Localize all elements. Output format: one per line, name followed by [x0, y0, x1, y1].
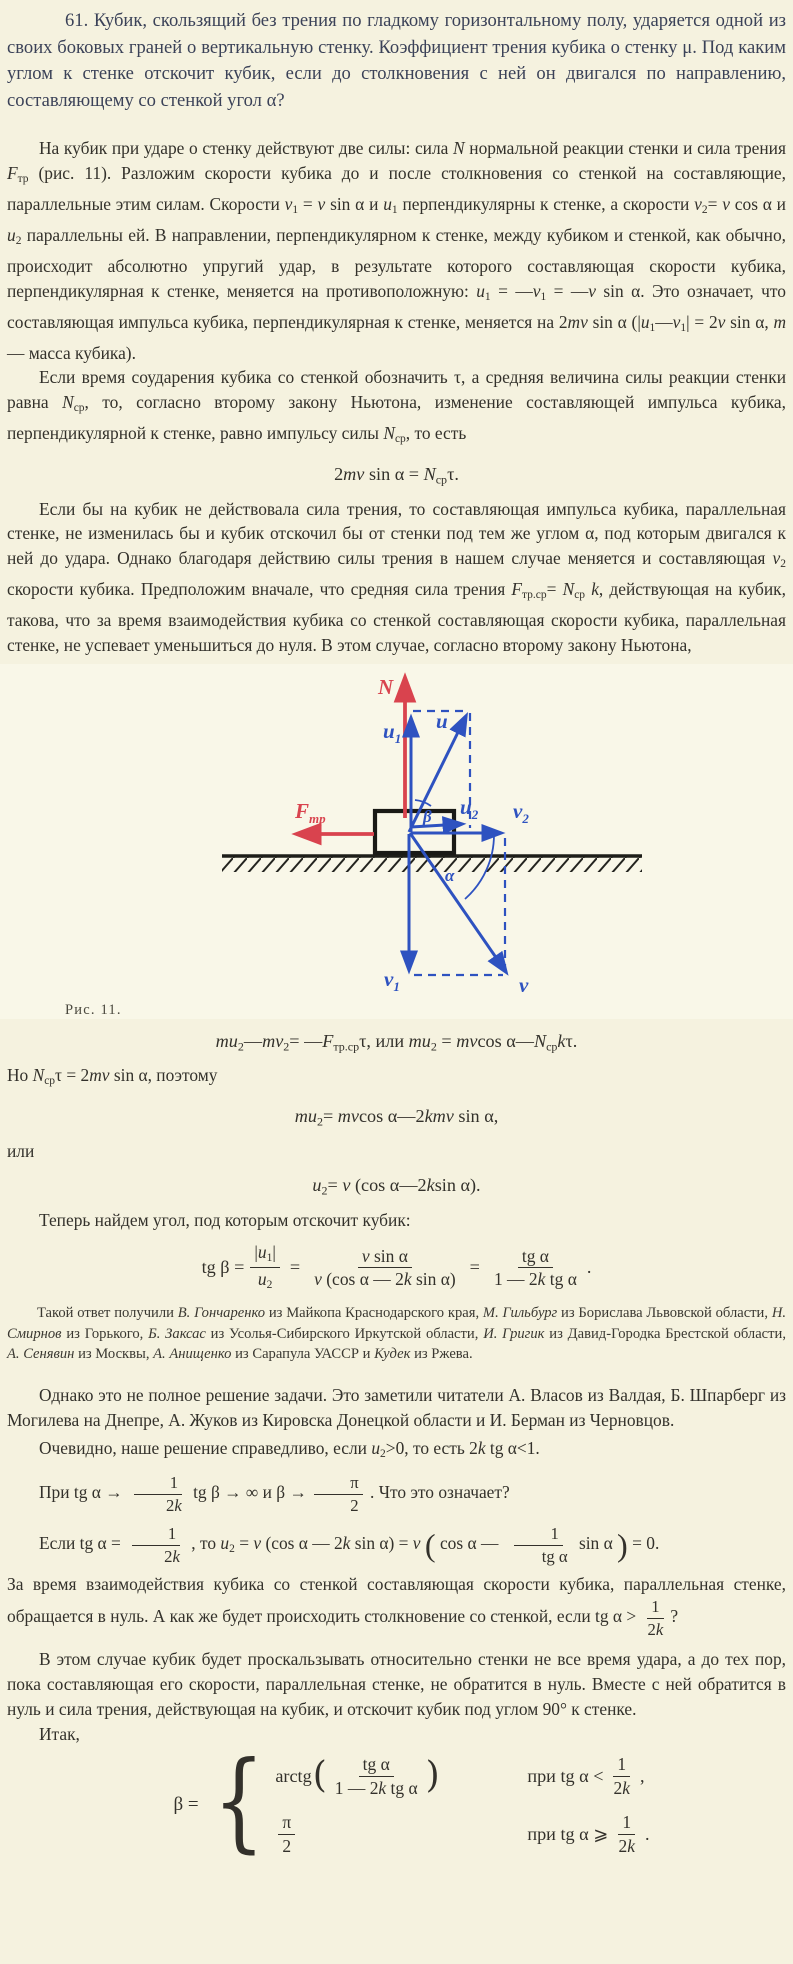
answer-cases: [275, 1754, 649, 1856]
label-v1: $v_1$: [384, 966, 400, 994]
fraction-tga: $\frac{\text{tg α}}{\text{1 — 2k tg α}}$: [493, 1245, 577, 1290]
construction-lines: [413, 708, 505, 975]
beta-lhs: β =: [173, 1794, 199, 1816]
display-formula-impulse: 2mv sin α = Nсрτ.: [334, 464, 459, 487]
label-u1: $u_1$: [383, 718, 402, 746]
vector-u-arrow: [409, 716, 466, 832]
label-v: v: [519, 972, 529, 997]
paragraph-zero-case: Если tg α = $\frac{1}{2k}$ , то u2 = v (cos α — 2k sin α) = v ( cos α — $\frac{1}{\text{tg α}}$ sin α ) = 0.: [39, 1523, 660, 1566]
paragraph-limit: При tg α → $\frac{1}{2k}$ tg β → ∞ и β → $\frac{\pi}{2}$ . Что это означает?: [39, 1473, 510, 1516]
formula-period: .: [586, 1257, 592, 1278]
solution-paragraph-newton: Если время соударения кубика со стенкой обозначить τ, а средняя величина силы реакции стенки равна Nср, то, согласно второму закону Ньютона, изменение составляющей импульса кубика, перпендикулярной к стенке, равно импульсу силы Nср, то есть: [7, 367, 786, 446]
paragraph-validity-condition: Очевидно, наше решение справедливо, если u2>0, то есть 2k tg α<1.: [39, 1438, 540, 1461]
text-but-substitute: Но Nсрτ = 2mv sin α, поэтому: [7, 1065, 218, 1088]
display-formula-tgbeta: [7, 1242, 786, 1293]
fraction-u1-u2: $\frac{|u1|}{u2}$: [250, 1242, 280, 1293]
final-answer-system: [7, 1738, 786, 1864]
fraction-1-2k: $\frac{1}{2k}$: [613, 1754, 630, 1798]
label-alpha-angle: α: [445, 865, 455, 885]
system-brace: {: [212, 1738, 265, 1864]
case-row-arctg: arctg ( $\frac{\text{tg α}}{\text{1 — 2k tg α}}$ ) при tg α < $\frac{1}{2k}$ ,: [275, 1754, 645, 1798]
fraction-tga-over: $\frac{\text{tg α}}{\text{1 — 2k tg α}}$: [334, 1754, 418, 1798]
figure-caption: Рис. 11.: [65, 1001, 122, 1018]
solution-paragraph-forces: На кубик при ударе о стенку действуют две силы: сила N нормальной реакции стенки и сила трения Fтр (рис. 11). Разложим скорости кубика до и после столкновения со стенкой на составляющие, параллельные этим силам. Скорости v1 = v sin α и u1 перпендикулярны к стенке, а скорости v2= v cos α и u2 параллельны ей. В направлении, перпендикулярном к стенке, между кубиком и стенкой, как обычно, происходит абсолютно упругий удар, в результате которого составляющая скорости кубика, перпендикулярная к стенке, меняется на противоположную: u1 = —v1 = —v sin α. Это означает, что составляющая импульса кубика, перпендикулярная к стенке, меняется на 2mv sin α (|u1—v1| = 2v sin α, m — масса кубика).: [7, 138, 787, 363]
readers-credit-paragraph: Такой ответ получили В. Гончаренко из Майкопа Краснодарского края, М. Гильбург из Борислава Львовской области, Н. Смирнов из Горького, Б. Заксас из Усолья-Сибирского Иркутской области, И. Григик из Давид-Городка Брестской области, А. Сенявин из Москвы, А. Анищенко из Сарапула УАССР и Кудек из Ржева.: [7, 1305, 787, 1363]
figure-panel: [0, 664, 793, 1019]
label-u2: $u_2$: [460, 794, 479, 822]
label-v2: $v_2$: [513, 798, 529, 826]
problem-statement: 61. Кубик, скользящий без трения по гладкому горизонтальному полу, ударяется одной из своих боковых граней о вертикальную стенку. Коэффициент трения кубика о стенку μ. Под каким углом к стенке отскочит кубик, если до столкновения с ней он двигался по направлению, составляющему со стенкой угол α?: [7, 10, 786, 111]
text-find-angle: Теперь найдем угол, под которым отскочит кубик:: [39, 1209, 411, 1230]
display-formula-momentum: mu2—mv2= —Fтр.срτ, или mu2 = mvcos α—Nсрkτ.: [215, 1030, 578, 1054]
fraction-pi-2: $\frac{\pi}{2}$: [314, 1473, 362, 1515]
fraction-1-2k: $\frac{1}{2k}$: [618, 1812, 635, 1856]
fraction-1-tga: $\frac{1}{\text{tg α}}$: [506, 1524, 572, 1566]
display-formula-mu2: mu2= mvcos α—2kmv sin α,: [294, 1106, 499, 1129]
display-formula-u2: u2= v (cos α—2ksin α).: [312, 1175, 481, 1198]
close-paren: ): [425, 1755, 440, 1797]
text-or: или: [7, 1140, 35, 1161]
label-beta-angle: β: [423, 806, 432, 826]
fraction-1-2k: $\frac{1}{2k}$: [128, 1524, 184, 1566]
label-n: N: [378, 674, 394, 699]
period: .: [644, 1823, 650, 1844]
fraction-pi-2: $\frac{\pi}{2}$: [278, 1812, 295, 1856]
figure-rys-11: [177, 666, 647, 998]
tgbeta-lhs: tg β =: [201, 1257, 245, 1278]
label-friction: $F_{тр}$: [295, 798, 326, 826]
solution-paragraph-friction: Если бы на кубик не действовала сила трения, то составляющая импульса кубика, параллельная стенке, не изменилась бы и кубик отскочил бы от стенки под тем же углом α, под которым двигался к ней до удара. Однако благодаря действию силы трения в нашем случае меняется и составляющая v2 скорости кубика. Предположим вначале, что средняя сила трения Fтр.ср= Nср k, действующая на кубик, такова, что за время взаимодействия кубика со стенкой составляющая скорости кубика, параллельная стенке, не успевает уменьшиться до нуля. В этом случае, согласно второму закону Ньютона,: [7, 498, 786, 655]
text-itak: Итак,: [39, 1723, 80, 1744]
paragraph-slipping-explanation: В этом случае кубик будет проскальзывать относительно стенки не все время удара, а до тех пор, пока составляющая его скорости, параллельная стенке, не обратится в нуль. Вместе с ней обратится в нуль и сила трения, действующая на кубик, и отскочит кубик под углом 90° к стенке.: [7, 1649, 786, 1720]
label-u: u: [436, 708, 448, 733]
fraction-1-2k: $\frac{1}{2k}$: [647, 1597, 664, 1639]
case-row-pi2: $\frac{\pi}{2}$ при tg α ⩾ $\frac{1}{2k}$ .: [275, 1812, 649, 1856]
fraction-1-2k: $\frac{1}{2k}$: [130, 1473, 186, 1515]
comma: ,: [639, 1765, 645, 1786]
equals-sign: =: [469, 1257, 480, 1278]
paragraph-slip-question: За время взаимодействия кубика со стенкой составляющая скорости кубика, параллельная стенке, обращается в нуль. А как же будет происходить столкновение со стенкой, если tg α > $\frac{1}{2k}$ ?: [7, 1574, 786, 1639]
paragraph-incomplete-solution: Однако это не полное решение задачи. Это заметили читатели А. Власов из Валдая, Б. Шпарберг из Могилева на Днепре, А. Жуков из Кировска Донецкой области и И. Берман из Черновцов.: [7, 1384, 786, 1430]
fraction-vsin: $\frac{\text{v sin α}}{\text{v (cos α — 2k sin α)}}$: [314, 1245, 456, 1290]
open-paren: (: [312, 1755, 327, 1797]
equals-sign: =: [289, 1257, 301, 1278]
